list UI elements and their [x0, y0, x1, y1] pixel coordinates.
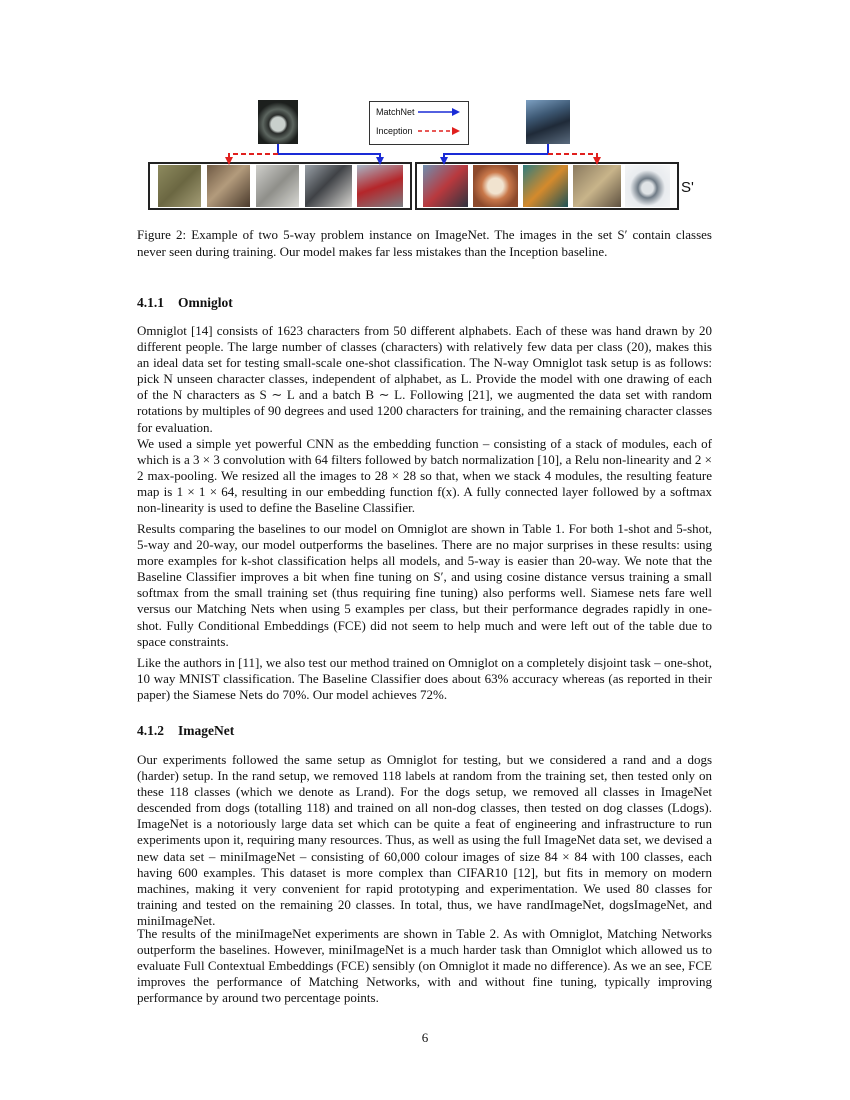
paragraph: We used a simple yet powerful CNN as the embedding function – consisting of a stack of modules, each of which is a 3 × 3 convolution with 64 filters followed by batch normalization [10], a Relu non-linearity and 2 × 2 max-pooling. We resized all the images to 28 × 28 so that, when we stack 4 modules, the resulting feature map is 1 × 1 × 64, resulting in our embedding function f(x). A fully connected layer followed by a softmax non-linearity is used to define the Baseline Classifier. — [137, 436, 712, 516]
section-title: Omniglot — [178, 295, 233, 310]
matchnet-arrow-left — [278, 144, 380, 163]
section-number: 4.1.2 — [137, 723, 164, 738]
figure-legend — [369, 101, 469, 145]
legend-arrows — [370, 102, 470, 146]
inception-arrow-right — [548, 154, 597, 163]
section-number: 4.1.1 — [137, 295, 164, 310]
paragraph: Omniglot [14] consists of 1623 characters from 50 different alphabets. Each of these was hand drawn by 20 different people. The large number of classes (characters) with relatively few data per class (20), makes this an ideal data set for testing small-scale one-shot classification. The N-way Omniglot task setup is as follows: pick N unseen character classes, independent of alphabet, as L. Provide the model with one drawing of each of the N characters as S ∼ L and a batch B ∼ L. Following [21], we augmented the data set with random rotations by multiples of 90 degrees and used 1200 characters for training, and the remaining character classes for evaluation. — [137, 323, 712, 435]
support-set-label: S' — [681, 179, 694, 196]
paragraph: Our experiments followed the same setup as Omniglot for testing, but we considered a rand and a dogs (harder) setup. In the rand setup, we removed 118 labels at random from the training set, then tested only on these 118 classes (which we denote as Lrand). For the dogs setup, we removed all classes in ImageNet descended from dogs (totalling 118) and trained on all non-dog classes, then tested on dog classes (Ldogs). ImageNet is a notoriously large data set which can be quite a feat of engineering and infrastructure to run experiments upon it, requiring many resources. Thus, as well as using the full ImageNet data set, we devised a new data set – miniImageNet – consisting of 60,000 colour images of size 84 × 84 with 100 classes, each having 600 examples. This dataset is more complex than CIFAR10 [12], but fits in memory on modern machines, making it very convenient for rapid prototyping and experimentation. We used 80 classes for training and tested on the remaining 20 classes. In total, thus, we have randImageNet, dogsImageNet, and miniImageNet. — [137, 752, 712, 928]
section-heading-omniglot — [137, 295, 233, 311]
section-heading-imagenet — [137, 723, 234, 739]
legend-matchnet-label: MatchNet — [376, 107, 415, 117]
legend-inception-label: Inception — [376, 126, 413, 136]
figure-2 — [0, 0, 850, 220]
paragraph: The results of the miniImageNet experiments are shown in Table 2. As with Omniglot, Matching Networks outperform the baselines. However, miniImageNet is a much harder task than Omniglot which allowed us to evaluate Full Contextual Embeddings (FCE) sensibly (on Omniglot it made no difference). As we an see, FCE improves the performance of Matching Networks, with and without fine tuning, typically improving performance by around two percentage points. — [137, 926, 712, 1006]
section-title: ImageNet — [178, 723, 235, 738]
paragraph: Results comparing the baselines to our model on Omniglot are shown in Table 1. For both 1-shot and 5-shot, 5-way and 20-way, our model outperforms the baselines. There are no major surprises in these results: using more examples for k-shot classification helps all models, and 5-way is easier than 20-way. We note that the Baseline Classifier improves a bit when fine tuning on S′, and using cosine distance versus training a small softmax from the small training set (thus requiring fine tuning) also performs well. Siamese nets fare well versus our Matching Nets when using 5 examples per class, but their performance degrades rapidly in one-shot. Fully Conditional Embeddings (FCE) did not seem to help much and were left out of the table due to space constraints. — [137, 521, 712, 649]
page-number: 6 — [421, 1030, 429, 1045]
paragraph: Like the authors in [11], we also test our method trained on Omniglot on a completely disjoint task – one-shot, 10 way MNIST classification. The Baseline Classifier does about 63% accuracy whereas (as reported in their paper) the Siamese Nets do 70%. Our model achieves 72%. — [137, 655, 712, 703]
figure-caption: Figure 2: Example of two 5-way problem instance on ImageNet. The images in the set S′ contain classes never seen during training. Our model makes far less mistakes than the Inception baseline. — [137, 227, 712, 259]
matchnet-arrow-right — [444, 144, 548, 163]
inception-arrow-left — [229, 154, 278, 163]
